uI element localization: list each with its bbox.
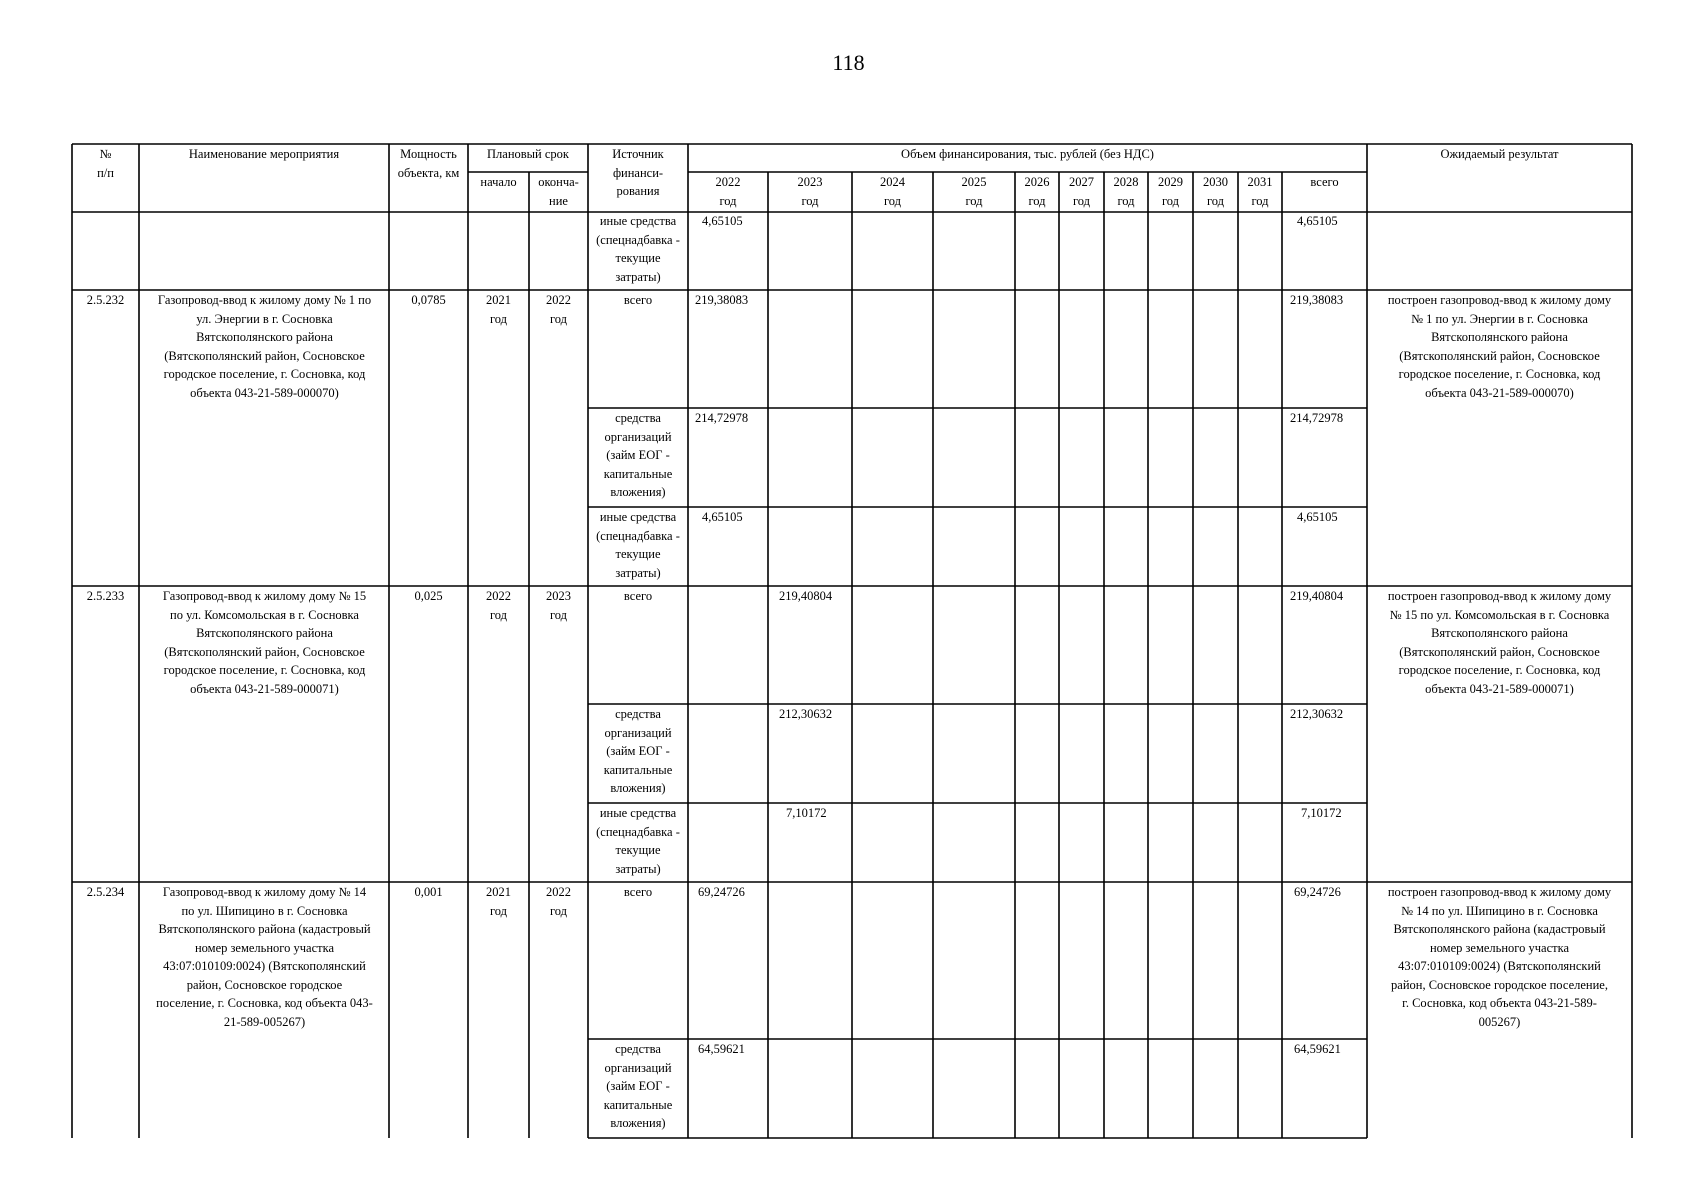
- header-plan-term: Плановый срок: [487, 147, 569, 161]
- header-total: всего: [1310, 175, 1339, 189]
- header-year-2024: 2024 год: [880, 175, 905, 208]
- row-capacity: 0,0785: [411, 293, 446, 307]
- source-label: всего: [623, 293, 653, 307]
- value-2022: 4,65105: [702, 214, 743, 228]
- header-capacity: Мощность объекта, км: [397, 147, 460, 180]
- value-2022: 64,59621: [698, 1042, 745, 1056]
- row-end: 2023 год: [546, 589, 571, 622]
- value-2022: 4,65105: [702, 510, 743, 524]
- source-label: средства организаций (займ ЕОГ - капитальные вложения): [603, 707, 673, 795]
- header-year-2031: 2031 год: [1247, 175, 1273, 208]
- source-label: иные средства (спецнадбавка - текущие затраты): [596, 806, 680, 876]
- row-end: 2022 год: [546, 885, 571, 918]
- header-year-2022: 2022 год: [715, 175, 741, 208]
- header-year-2025: 2025 год: [961, 175, 987, 208]
- row-result: построен газопровод-ввод к жилому дому № 14 по ул. Шипицино в г. Сосновка Вятскополянского района (кадастровый номер земельного участка 43:07:010109:0024) (Вятскополянский район, Сосновское городское поселение, г. Сосновка, код объекта 043-21-589- 005267): [1387, 885, 1612, 1029]
- header-year-2026: 2026 год: [1024, 175, 1050, 208]
- header-end: оконча- ние: [538, 175, 579, 208]
- source-label: всего: [623, 589, 653, 603]
- row-start: 2021 год: [486, 885, 511, 918]
- source-label: средства организаций (займ ЕОГ - капитальные вложения): [603, 411, 673, 499]
- header-year-2030: 2030 год: [1203, 175, 1228, 208]
- header-result: Ожидаемый результат: [1440, 147, 1559, 161]
- value-2023: 219,40804: [779, 589, 833, 603]
- value-2023: 212,30632: [779, 707, 833, 721]
- value-total: 214,72978: [1290, 411, 1344, 425]
- value-2022: 214,72978: [695, 411, 749, 425]
- row-name: Газопровод-ввод к жилому дому № 1 по ул. Энергии в г. Сосновка Вятскополянского района (Вятскополянский район, Сосновское городское поселение, г. Сосновка, код объекта 043-21-589-000070): [157, 293, 372, 400]
- value-total: 219,38083: [1290, 293, 1344, 307]
- row-number: 2.5.233: [86, 589, 125, 603]
- value-total: 219,40804: [1290, 589, 1344, 603]
- header-name: Наименование мероприятия: [188, 147, 340, 161]
- header-year-2027: 2027 год: [1069, 175, 1094, 208]
- value-total: 7,10172: [1301, 806, 1342, 820]
- row-result: построен газопровод-ввод к жилому дому № 1 по ул. Энергии в г. Сосновка Вятскополянского района (Вятскополянский район, Сосновское городское поселение, г. Сосновка, код объекта 043-21-589-000070): [1387, 293, 1612, 400]
- row-number: 2.5.232: [86, 293, 125, 307]
- value-2022: 219,38083: [695, 293, 749, 307]
- header-year-2029: 2029 год: [1158, 175, 1183, 208]
- row-end: 2022 год: [546, 293, 571, 326]
- source-label: средства организаций (займ ЕОГ - капитальные вложения): [603, 1042, 673, 1130]
- row-start: 2021 год: [486, 293, 511, 326]
- header-source: Источник финанси- рования: [612, 147, 664, 198]
- value-total: 4,65105: [1297, 214, 1338, 228]
- header-num: № п/п: [97, 147, 114, 180]
- header-year-2028: 2028 год: [1113, 175, 1139, 208]
- source-label: иные средства (спецнадбавка - текущие затраты): [596, 510, 680, 580]
- row-name: Газопровод-ввод к жилому дому № 15 по ул. Комсомольская в г. Сосновка Вятскополянского района (Вятскополянский район, Сосновское городское поселение, г. Сосновка, код объекта 043-21-589-000071): [162, 589, 367, 696]
- row-name: Газопровод-ввод к жилому дому № 14 по ул. Шипицино в г. Сосновка Вятскополянского района (кадастровый номер земельного участка 43:07:010109:0024) (Вятскополянский район, Сосновское городское поселение, г. Сосновка, код объекта 043- 21-589-005267): [156, 885, 373, 1029]
- value-total: 64,59621: [1294, 1042, 1341, 1056]
- source-label: всего: [623, 885, 653, 899]
- source-label: иные средства (спецнадбавка - текущие затраты): [596, 214, 680, 284]
- row-capacity: 0,001: [414, 885, 443, 899]
- value-2023: 7,10172: [786, 806, 827, 820]
- value-total: 4,65105: [1297, 510, 1338, 524]
- value-total: 212,30632: [1290, 707, 1344, 721]
- value-total: 69,24726: [1294, 885, 1341, 899]
- value-2022: 69,24726: [698, 885, 745, 899]
- page-number: 118: [832, 50, 865, 75]
- row-start: 2022 год: [486, 589, 511, 622]
- header-year-2023: 2023 год: [797, 175, 823, 208]
- row-number: 2.5.234: [86, 885, 125, 899]
- row-capacity: 0,025: [414, 589, 443, 603]
- header-funding: Объем финансирования, тыс. рублей (без НДС): [901, 147, 1154, 161]
- row-result: построен газопровод-ввод к жилому дому № 15 по ул. Комсомольская в г. Сосновка Вятскополянского района (Вятскополянский район, Сосновское городское поселение, г. Сосновка, код объекта 043-21-589-000071): [1387, 589, 1612, 696]
- header-start: начало: [480, 175, 517, 189]
